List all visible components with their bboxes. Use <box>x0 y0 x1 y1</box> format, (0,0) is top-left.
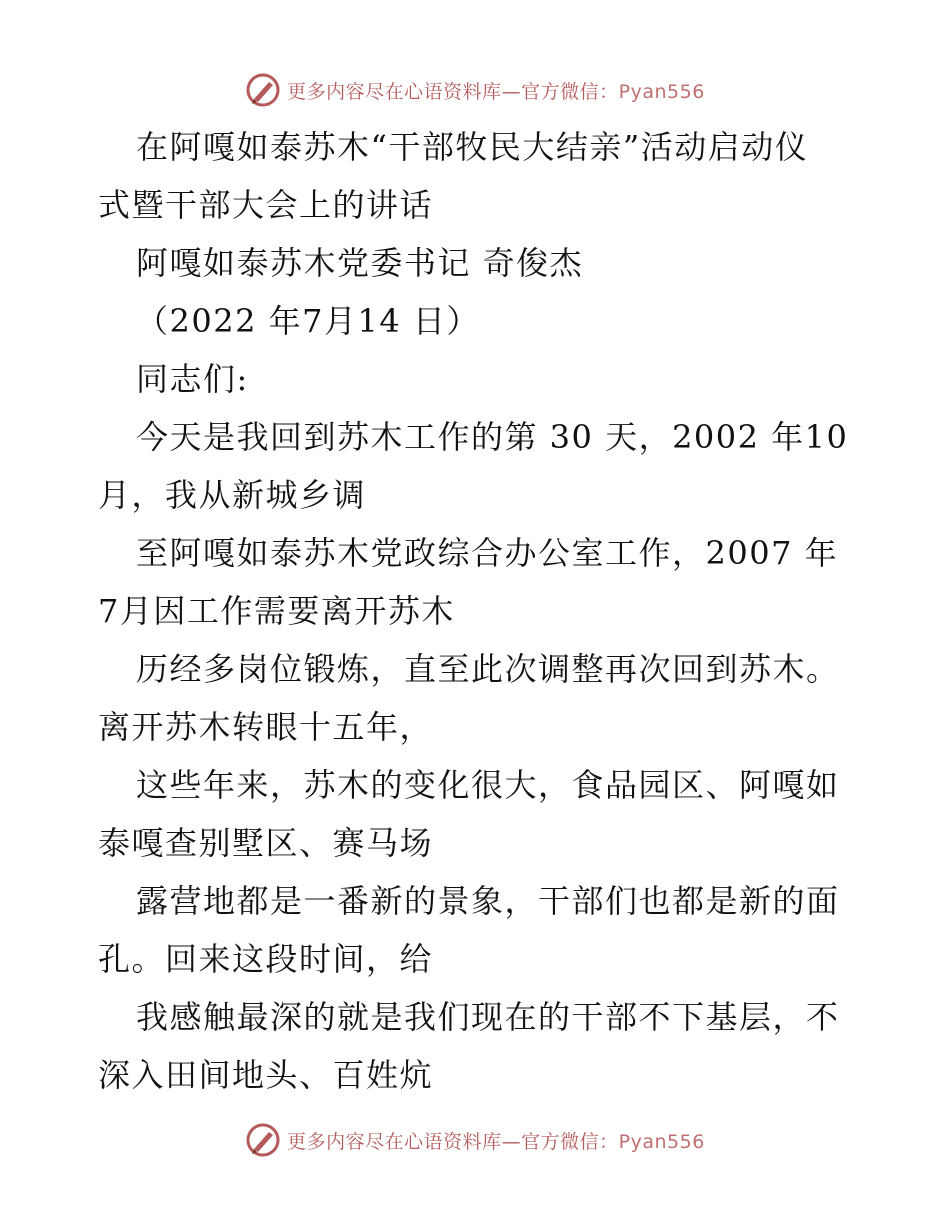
paragraph-line: 深入田间地头、百姓炕 <box>98 1056 434 1094</box>
paragraph-line: 至阿嘎如泰苏木党政综合办公室工作，2007 年 <box>136 534 839 572</box>
document-body <box>98 118 858 1104</box>
salutation-line: 同志们: <box>136 360 249 398</box>
paragraph-line: 今天是我回到苏木工作的第 30 天，2002 年10 <box>136 418 849 456</box>
watermark-footer <box>0 1120 950 1160</box>
title-line-1: 在阿嘎如泰苏木“干部牧民大结亲”活动启动仪 <box>136 128 809 166</box>
watermark-id: Pyan556 <box>618 80 705 103</box>
watermark-prefix: 更多内容尽在心语资料库—官方微信： <box>287 1130 619 1153</box>
author-line: 阿嘎如泰苏木党委书记 奇俊杰 <box>136 244 584 282</box>
paragraph-line: 泰嘎查别墅区、赛马场 <box>98 824 434 862</box>
paragraph-line: 露营地都是一番新的景象，干部们也都是新的面 <box>136 882 840 920</box>
watermark-id: Pyan556 <box>618 1130 705 1153</box>
watermark-header <box>0 70 950 110</box>
pen-logo-icon <box>245 72 281 108</box>
paragraph-line: 这些年来，苏木的变化很大，食品园区、阿嘎如 <box>136 766 840 804</box>
date-line: （2022 年7月14 日） <box>136 302 480 340</box>
paragraph-line: 离开苏木转眼十五年， <box>98 708 434 746</box>
paragraph-line: 7月因工作需要离开苏木 <box>98 592 455 630</box>
pen-logo-icon <box>245 1122 281 1158</box>
watermark-text <box>287 1127 705 1154</box>
watermark-prefix: 更多内容尽在心语资料库—官方微信： <box>287 80 619 103</box>
title-line-2: 式暨干部大会上的讲话 <box>98 186 434 224</box>
paragraph-line: 我感触最深的就是我们现在的干部不下基层，不 <box>136 998 840 1036</box>
watermark-text <box>287 77 705 104</box>
paragraph-line: 历经多岗位锻炼，直至此次调整再次回到苏木。 <box>136 650 840 688</box>
paragraph-line: 月，我从新城乡调 <box>98 476 367 514</box>
paragraph-line: 孔。回来这段时间，给 <box>98 940 434 978</box>
